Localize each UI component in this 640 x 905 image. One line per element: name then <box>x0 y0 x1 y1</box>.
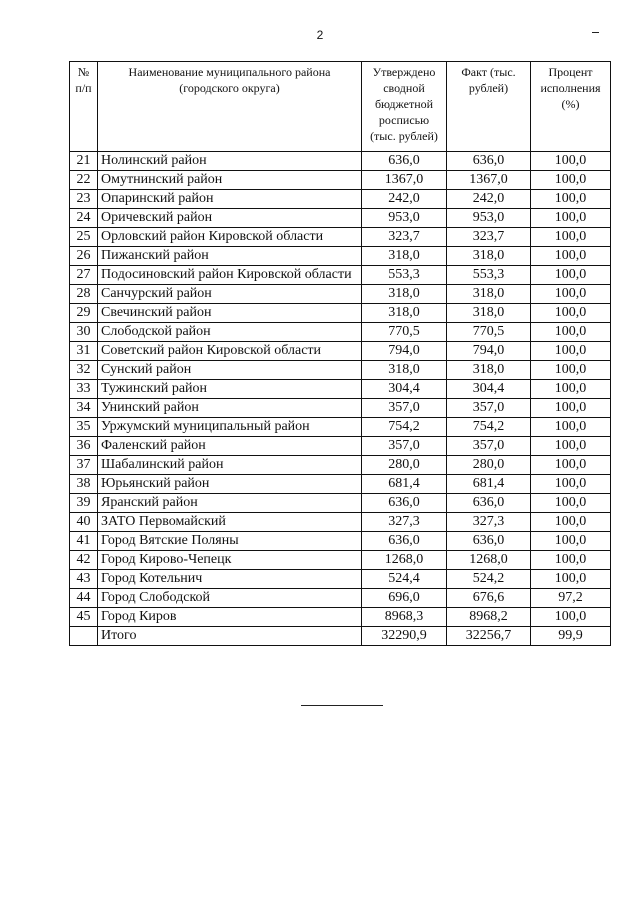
row-name: Слободской район <box>98 323 362 342</box>
row-fact: 318,0 <box>447 361 531 380</box>
row-num: 36 <box>70 437 98 456</box>
table-row <box>70 209 611 228</box>
row-percent: 100,0 <box>531 209 611 228</box>
table-row <box>70 285 611 304</box>
table-row <box>70 361 611 380</box>
row-name: Пижанский район <box>98 247 362 266</box>
row-num: 45 <box>70 608 98 627</box>
table-row <box>70 494 611 513</box>
row-num: 22 <box>70 171 98 190</box>
closing-rule <box>301 705 383 706</box>
row-num: 28 <box>70 285 98 304</box>
table-row <box>70 228 611 247</box>
row-fact: 318,0 <box>447 247 531 266</box>
row-approved: 636,0 <box>362 494 447 513</box>
row-name: Свечинский район <box>98 304 362 323</box>
row-approved: 318,0 <box>362 304 447 323</box>
row-num: 27 <box>70 266 98 285</box>
row-approved: 318,0 <box>362 285 447 304</box>
row-name: Город Котельнич <box>98 570 362 589</box>
row-fact: 1367,0 <box>447 171 531 190</box>
row-percent: 100,0 <box>531 152 611 171</box>
row-percent: 100,0 <box>531 342 611 361</box>
row-approved: 770,5 <box>362 323 447 342</box>
row-num: 24 <box>70 209 98 228</box>
table-row <box>70 570 611 589</box>
header-name: Наименование муниципального района (городского округа) <box>98 62 362 152</box>
table-row <box>70 190 611 209</box>
table-row <box>70 456 611 475</box>
row-approved: 318,0 <box>362 361 447 380</box>
table-row <box>70 266 611 285</box>
table-row <box>70 323 611 342</box>
row-fact: 318,0 <box>447 285 531 304</box>
row-fact: 770,5 <box>447 323 531 342</box>
row-approved: 357,0 <box>362 437 447 456</box>
row-name: Город Киров <box>98 608 362 627</box>
row-name: Нолинский район <box>98 152 362 171</box>
row-num: 30 <box>70 323 98 342</box>
table-row <box>70 513 611 532</box>
row-fact: 553,3 <box>447 266 531 285</box>
row-approved: 636,0 <box>362 152 447 171</box>
row-approved: 327,3 <box>362 513 447 532</box>
row-fact: 323,7 <box>447 228 531 247</box>
row-name: Сунский район <box>98 361 362 380</box>
row-name: Тужинский район <box>98 380 362 399</box>
row-percent: 100,0 <box>531 437 611 456</box>
table-row <box>70 532 611 551</box>
table-row <box>70 171 611 190</box>
row-name: Город Вятские Поляны <box>98 532 362 551</box>
row-approved: 681,4 <box>362 475 447 494</box>
header-approved: Утверждено сводной бюджетной росписью (тыс. рублей) <box>362 62 447 152</box>
row-fact: 636,0 <box>447 152 531 171</box>
table-row <box>70 589 611 608</box>
row-percent: 100,0 <box>531 608 611 627</box>
row-num: 34 <box>70 399 98 418</box>
row-fact: 524,2 <box>447 570 531 589</box>
row-name: Подосиновский район Кировской области <box>98 266 362 285</box>
row-percent: 100,0 <box>531 399 611 418</box>
row-name: Опаринский район <box>98 190 362 209</box>
row-approved: 242,0 <box>362 190 447 209</box>
header-fact: Факт (тыс. рублей) <box>447 62 531 152</box>
row-percent: 100,0 <box>531 361 611 380</box>
total-num-cell <box>70 627 98 646</box>
row-fact: 357,0 <box>447 399 531 418</box>
table-row <box>70 418 611 437</box>
total-percent: 99,9 <box>531 627 611 646</box>
row-num: 33 <box>70 380 98 399</box>
row-percent: 100,0 <box>531 285 611 304</box>
row-approved: 357,0 <box>362 399 447 418</box>
row-percent: 100,0 <box>531 380 611 399</box>
row-percent: 100,0 <box>531 190 611 209</box>
budget-execution-table <box>69 61 611 646</box>
table-row <box>70 437 611 456</box>
row-approved: 754,2 <box>362 418 447 437</box>
table-row <box>70 551 611 570</box>
row-name: ЗАТО Первомайский <box>98 513 362 532</box>
row-fact: 8968,2 <box>447 608 531 627</box>
row-num: 44 <box>70 589 98 608</box>
table-row <box>70 342 611 361</box>
row-num: 35 <box>70 418 98 437</box>
row-name: Фаленский район <box>98 437 362 456</box>
row-num: 25 <box>70 228 98 247</box>
row-approved: 1268,0 <box>362 551 447 570</box>
row-name: Орловский район Кировской области <box>98 228 362 247</box>
row-fact: 636,0 <box>447 494 531 513</box>
row-fact: 318,0 <box>447 304 531 323</box>
row-approved: 953,0 <box>362 209 447 228</box>
row-approved: 304,4 <box>362 380 447 399</box>
row-approved: 323,7 <box>362 228 447 247</box>
row-num: 38 <box>70 475 98 494</box>
table-row <box>70 475 611 494</box>
row-num: 21 <box>70 152 98 171</box>
table-body <box>70 152 611 627</box>
row-approved: 553,3 <box>362 266 447 285</box>
row-fact: 794,0 <box>447 342 531 361</box>
row-fact: 681,4 <box>447 475 531 494</box>
row-num: 26 <box>70 247 98 266</box>
row-name: Советский район Кировской области <box>98 342 362 361</box>
table-row <box>70 380 611 399</box>
row-num: 40 <box>70 513 98 532</box>
header-percent: Процент исполнения (%) <box>531 62 611 152</box>
total-row <box>70 627 611 646</box>
row-approved: 280,0 <box>362 456 447 475</box>
row-percent: 100,0 <box>531 323 611 342</box>
row-approved: 794,0 <box>362 342 447 361</box>
row-percent: 100,0 <box>531 418 611 437</box>
row-name: Яранский район <box>98 494 362 513</box>
row-name: Оричевский район <box>98 209 362 228</box>
row-fact: 953,0 <box>447 209 531 228</box>
row-fact: 304,4 <box>447 380 531 399</box>
corner-dash <box>592 32 599 33</box>
table-row <box>70 399 611 418</box>
row-fact: 327,3 <box>447 513 531 532</box>
row-percent: 100,0 <box>531 532 611 551</box>
row-percent: 100,0 <box>531 266 611 285</box>
row-approved: 524,4 <box>362 570 447 589</box>
row-approved: 8968,3 <box>362 608 447 627</box>
row-num: 32 <box>70 361 98 380</box>
table-row <box>70 152 611 171</box>
total-fact: 32256,7 <box>447 627 531 646</box>
row-name: Унинский район <box>98 399 362 418</box>
row-approved: 636,0 <box>362 532 447 551</box>
row-percent: 100,0 <box>531 513 611 532</box>
row-name: Город Слободской <box>98 589 362 608</box>
row-num: 43 <box>70 570 98 589</box>
row-num: 23 <box>70 190 98 209</box>
row-approved: 318,0 <box>362 247 447 266</box>
row-num: 29 <box>70 304 98 323</box>
row-name: Санчурский район <box>98 285 362 304</box>
row-fact: 242,0 <box>447 190 531 209</box>
row-fact: 357,0 <box>447 437 531 456</box>
table-header-row <box>70 62 611 152</box>
row-percent: 100,0 <box>531 494 611 513</box>
row-name: Юрьянский район <box>98 475 362 494</box>
row-percent: 100,0 <box>531 247 611 266</box>
row-num: 39 <box>70 494 98 513</box>
row-percent: 100,0 <box>531 228 611 247</box>
total-label: Итого <box>98 627 362 646</box>
total-approved: 32290,9 <box>362 627 447 646</box>
row-percent: 100,0 <box>531 304 611 323</box>
row-approved: 1367,0 <box>362 171 447 190</box>
row-name: Город Кирово-Чепецк <box>98 551 362 570</box>
row-fact: 280,0 <box>447 456 531 475</box>
row-percent: 97,2 <box>531 589 611 608</box>
row-name: Шабалинский район <box>98 456 362 475</box>
row-num: 31 <box>70 342 98 361</box>
header-num: № п/п <box>70 62 98 152</box>
row-num: 37 <box>70 456 98 475</box>
row-num: 41 <box>70 532 98 551</box>
row-fact: 676,6 <box>447 589 531 608</box>
table-row <box>70 304 611 323</box>
row-fact: 754,2 <box>447 418 531 437</box>
page-number: 2 <box>316 28 324 42</box>
row-num: 42 <box>70 551 98 570</box>
row-percent: 100,0 <box>531 570 611 589</box>
row-approved: 696,0 <box>362 589 447 608</box>
row-percent: 100,0 <box>531 171 611 190</box>
row-fact: 636,0 <box>447 532 531 551</box>
row-percent: 100,0 <box>531 456 611 475</box>
row-name: Уржумский муниципальный район <box>98 418 362 437</box>
row-percent: 100,0 <box>531 475 611 494</box>
row-fact: 1268,0 <box>447 551 531 570</box>
table-row <box>70 247 611 266</box>
table-row <box>70 608 611 627</box>
row-percent: 100,0 <box>531 551 611 570</box>
row-name: Омутнинский район <box>98 171 362 190</box>
